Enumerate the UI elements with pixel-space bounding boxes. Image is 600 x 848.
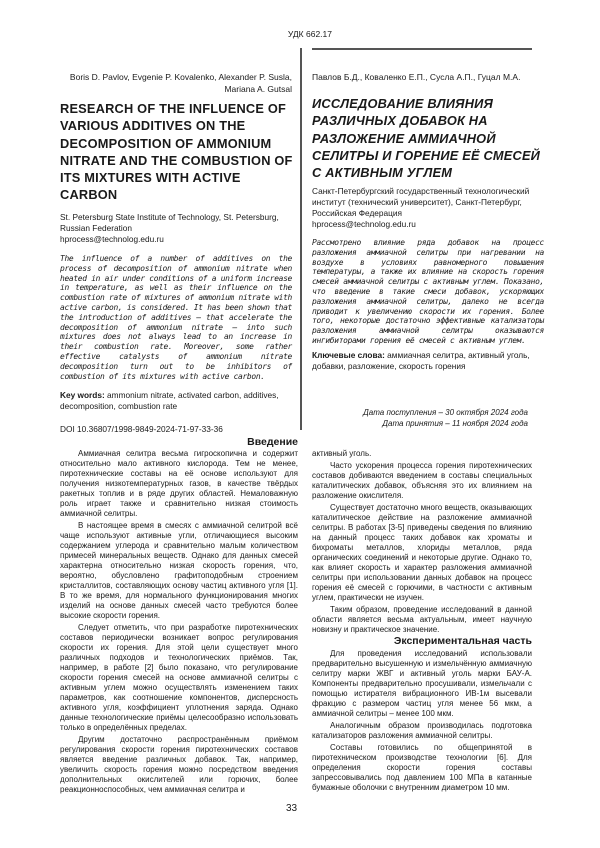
affiliation-en-institute: St. Petersburg State Institute of Technology, St. Petersburg, Russian Federation	[60, 212, 279, 233]
header-rule	[312, 48, 532, 50]
affiliation-ru-email[interactable]: hprocess@technolog.edu.ru	[312, 219, 416, 229]
paragraph: Часто ускорения процесса горения пиротехнических составов добиваются введением в составы специальных каталитических добавок, объясняя это их влиянием на разложение окислителя.	[312, 461, 532, 500]
section-heading-intro: Введение	[247, 436, 298, 448]
paragraph: В настоящее время в смесях с аммиачной селитрой всё чаще используют активные угли, отличающиеся высоким содержанием углерода и сравнительно малым количеством примесей минеральных веществ. Однако для данных смесей характерна относительно низкая скорость горения, что, вероятно, обусловлено графитоподобным строением кристаллитов, составляющих основу частиц активного угля [1]. В то же время, для нормального функционирования многих изделий на основе данных смесей часто требуются более высокие скорости горения.	[60, 521, 298, 620]
paragraph: Другим достаточно распространённым приёмом регулирования скорости горения пиротехнических составов является введение различных добавок. Так, например, увеличить скорость горения можно посредством введения дополнительных окислителей или горючих, более реакционноспособных, чем аммиачная селитра и	[60, 735, 298, 794]
paragraph: Для проведения исследований использовали предварительно высушенную и измельчённую аммиачную селитру марки ЖВГ и активный уголь марки БАУ-А. Компоненты предварительно просушивали, измельчали с помощью истирателя вибрационного ИВ-1м высевали фракцию с размером частиц угля менее 56 мкм, а аммиачной селитры – менее 100 мкм.	[312, 649, 532, 718]
affiliation-en-email[interactable]: hprocess@technolog.edu.ru	[60, 234, 164, 244]
date-accepted: Дата принятия – 11 ноября 2024 года	[382, 418, 528, 428]
column-divider	[300, 48, 302, 430]
intro-body-left	[60, 449, 298, 797]
affiliation-ru	[312, 186, 544, 230]
abstract-ru: Рассмотрено влияние ряда добавок на процесс разложения аммиачной селитры при нагревании на воздухе в условиях равномерного повышения температуры, а также их влияние на скорость горения смесей аммиачной селитры с активным углем. Показано, что введение в такие смеси добавок, ускоряющих разложения аммиачной селитры, далеко не всегда приводит к увеличению скорости их горения. Более того, некоторые достаточно эффективные катализаторы разложения аммиачной селитры оказываются ингибиторами горения её смесей с активным углем.	[312, 238, 544, 345]
experimental-body	[312, 649, 532, 795]
page-number: 33	[286, 803, 298, 814]
keywords-en-text: ammonium nitrate, activated carbon, additives, decomposition, combustion rate	[60, 390, 279, 411]
keywords-en-label: Key words:	[60, 390, 105, 400]
paragraph: Аналогичным образом производилась подготовка катализаторов разложения аммиачной селитры.	[312, 721, 532, 740]
affiliation-en	[60, 212, 292, 245]
paragraph: Существует достаточно много веществ, оказывающих каталитическое действие на разложение аммиачной селитры. В работах [3-5] приведены сведения по влиянию на данный процесс таких добавок как хроматы и бихроматы металлов, хлориды металлов, ряда органических соединений и некоторые другие. Однако то, как влияет скорость и характер разложения аммиачной селитры при использовании данных добавок на процесс горения её смесей с горючими, в частности с активным углем, практически не изучен.	[312, 503, 532, 602]
keywords-ru-label: Ключевые слова:	[312, 350, 385, 360]
paragraph: Составы готовились по общепринятой в пиротехническом производстве технологии [6]. Для определения скорости горения составы запрессовывались под давлением 100 МПа в катанные бумажные оболочки с внутренним диаметром 10 мм.	[312, 743, 532, 792]
title-en: RESEARCH OF THE INFLUENCE OF VARIOUS ADDITIVES ON THE DECOMPOSITION OF AMMONIUM NITRATE AND THE COMBUSTION OF ITS MIXTURES WITH ACTIVE CARBON	[60, 101, 293, 203]
keywords-en	[60, 390, 292, 412]
keywords-ru	[312, 350, 544, 372]
intro-body-right	[312, 449, 532, 637]
authors-en-line-1: Boris D. Pavlov, Evgenie P. Kovalenko, Alexander P. Susla,	[69, 72, 292, 82]
section-heading-experimental: Экспериментальная часть	[393, 635, 532, 647]
paragraph: Следует отметить, что при разработке пиротехнических составов периодически возникает вопрос регулирования скорости их горения. Для этой цели существует много различных подходов и технологических приёмов. Так, например, в работе [2] было показано, что регулирование скорости горения смесей на основе аммиачной селитры с активным углем можно осуществлять изменением таких параметров, как соотношение компонентов, дисперсность активного угля, коэффициент уплотнения заряда. Однако данные технологические приёмы целесообразно использовать только в определённых пределах.	[60, 623, 298, 732]
paragraph: активный уголь.	[312, 449, 372, 458]
udk-code: УДК 662.17	[287, 29, 332, 39]
keywords-ru-text: аммиачная селитра, активный уголь, добавки, разложение, скорость горения	[312, 350, 530, 371]
authors-ru: Павлов Б.Д., Коваленко Е.П., Сусла А.П., Гуцал М.А.	[312, 72, 521, 82]
paragraph: Таким образом, проведение исследований в данной области является весьма актуальным, имеет научную новизну и практическое значение.	[312, 605, 532, 634]
affiliation-ru-institute: Санкт-Петербургский государственный технологический институт (технический университет), Санкт-Петербург, Российская Федерация	[312, 186, 530, 218]
authors-en	[60, 72, 292, 95]
paragraph: Аммиачная селитра весьма гигроскопична и содержит относительно мало активного кислорода. Тем не менее, пиротехнические составы на её основе используют для получения низкотемпературных газов, в качестве твёрдых ракетных топлив и в ряде других областей. Немаловажную роль играет также и сравнительно низкая стоимость аммиачной селитры.	[60, 449, 298, 518]
date-received: Дата поступления – 30 октября 2024 года	[363, 408, 528, 417]
abstract-en: The influence of a number of additives on the process of decomposition of ammonium nitrate when heated in air under conditions of a uniform increase in temperature, as well as their influence on the combustion rate of mixtures of ammonium nitrate with active carbon, is considered. It has been shown that the introduction of additives – that accelerate the decomposition of ammonium nitrate – into such mixtures does not always lead to an increase in their combustion rate. Moreover, some rather effective catalysts of ammonium nitrate decomposition turn out to be inhibitors of combustion of its mixtures with active carbon.	[60, 254, 292, 381]
doi[interactable]: DOI 10.36807/1998-9849-2024-71-97-33-36	[60, 424, 223, 434]
authors-en-line-2: Mariana A. Gutsal	[224, 83, 292, 94]
dates	[312, 408, 528, 429]
title-ru: ИССЛЕДОВАНИЕ ВЛИЯНИЯ РАЗЛИЧНЫХ ДОБАВОК НА РАЗЛОЖЕНИЕ АММИАЧНОЙ СЕЛИТРЫ И ГОРЕНИЕ ЕЁ СМЕСЕЙ С АКТИВНЫМ УГЛЕМ	[312, 96, 541, 181]
